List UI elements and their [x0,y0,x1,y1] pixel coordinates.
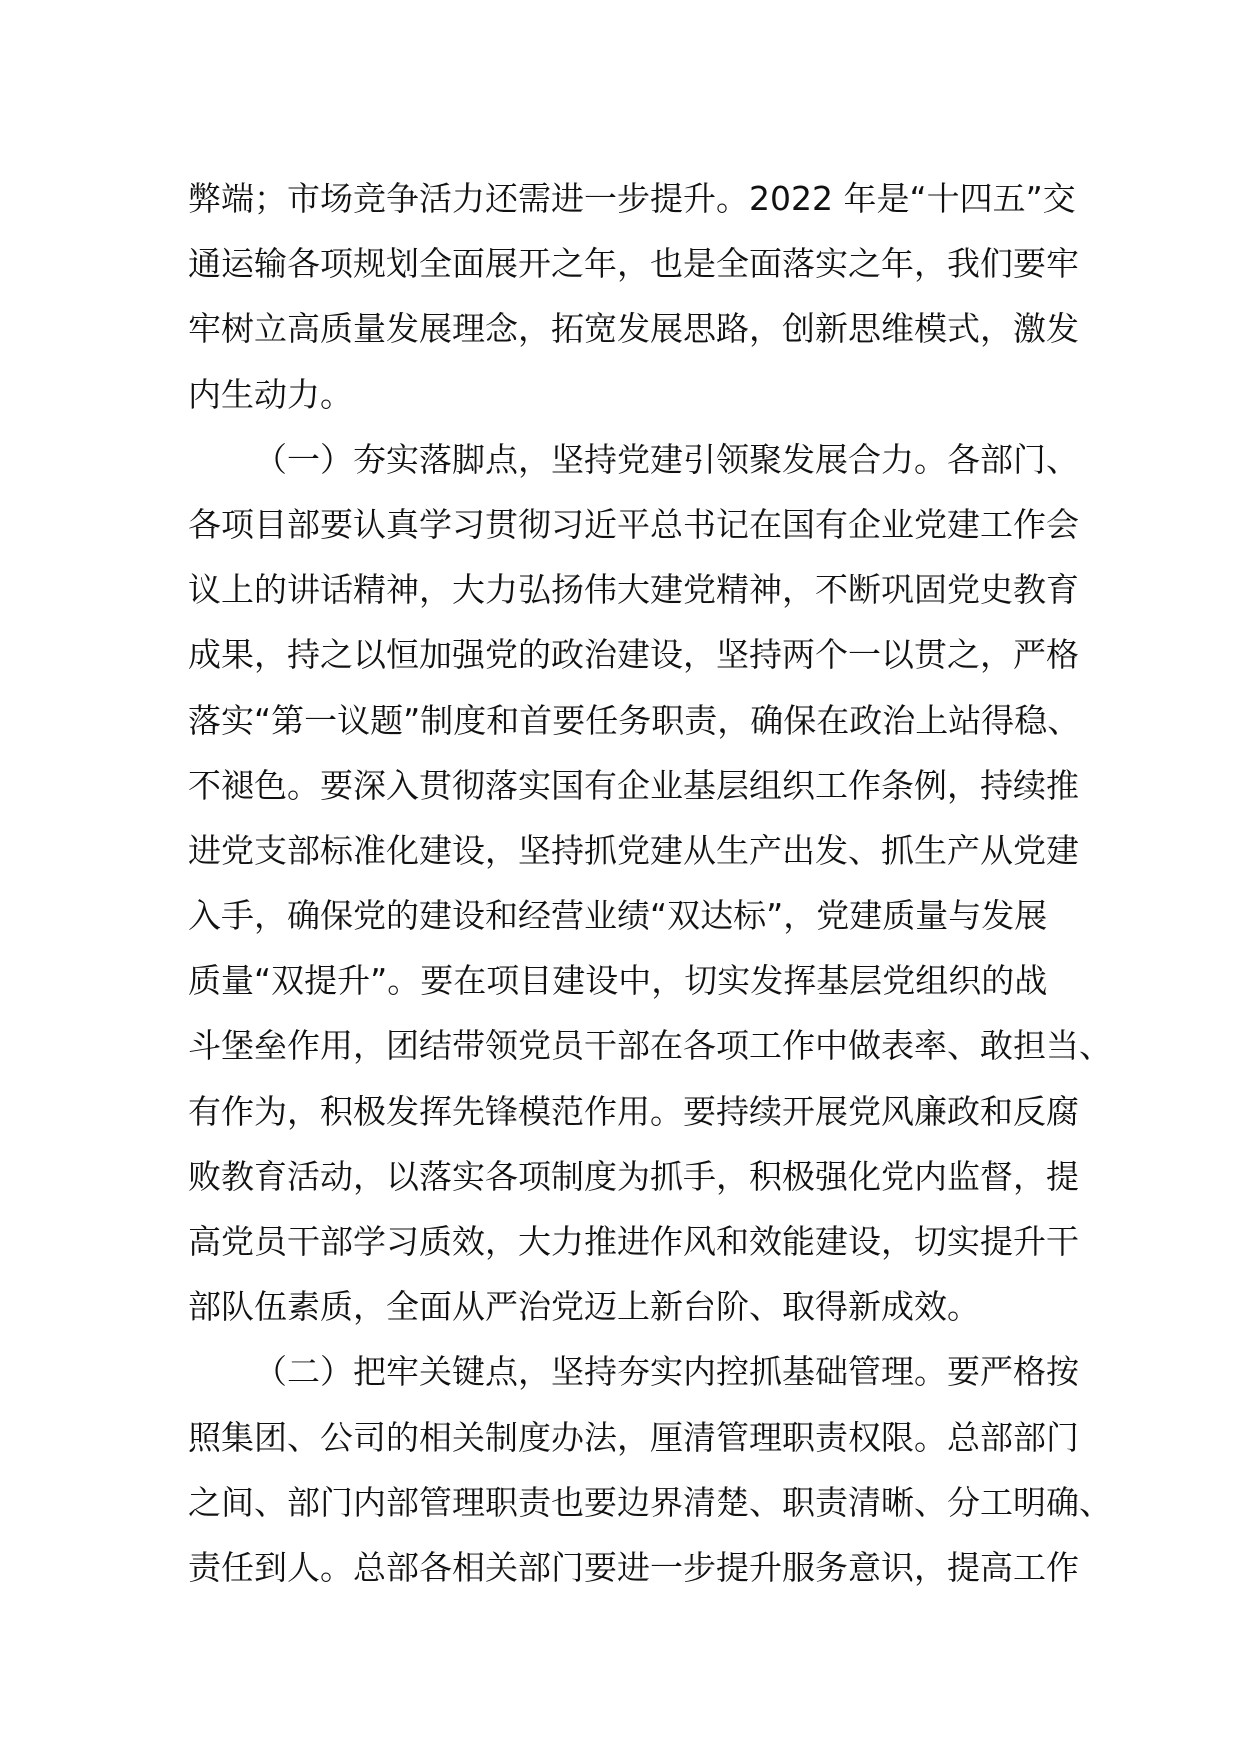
section-heading-1: （一）夯实落脚点，坚持党建引领聚发展合力。各部门、 [254,439,1079,479]
text-line-6: 各项目部要认真学习贯彻习近平总书记在国有企业党建工作会 [188,504,1079,544]
text-line-7: 议上的讲话精神，大力弘扬伟大建党精神，不断巩固党史教育 [188,570,1079,610]
text-line-9: 落实“第一议题”制度和首要任务职责，确保在政治上站得稳、 [188,700,1081,740]
text-line-8: 成果，持之以恒加强党的政治建设，坚持两个一以贯之，严格 [188,635,1079,675]
text-line-1: 弊端；市场竞争活力还需进一步提升。2022 年是“十四五”交 [188,179,1076,218]
text-line-10: 不褪色。要深入贯彻落实国有企业基层组织工作条例，持续推 [188,765,1079,805]
text-line-14: 斗堡垒作用，团结带领党员干部在各项工作中做表率、敢担当、 [188,1026,1112,1066]
text-line-20: 照集团、公司的相关制度办法，厘清管理职责权限。总部部门 [188,1417,1079,1457]
text-line-12: 入手，确保党的建设和经营业绩“双达标”，党建质量与发展 [188,896,1048,936]
text-line-13: 质量“双提升”。要在项目建设中，切实发挥基层党组织的战 [188,961,1048,1001]
text-line-21: 之间、部门内部管理职责也要边界清楚、职责清晰、分工明确、 [188,1482,1112,1522]
text-line-17: 高党员干部学习质效，大力推进作风和效能建设，切实提升干 [188,1222,1079,1261]
body-text [188,166,1112,1600]
text-line-3: 牢树立高质量发展理念，拓宽发展思路，创新思维模式，激发 [188,309,1079,349]
section-heading-2: （二）把牢关键点，坚持夯实内控抓基础管理。要严格按 [254,1352,1079,1392]
text-line-16: 败教育活动，以落实各项制度为抓手，积极强化党内监督，提 [188,1156,1079,1196]
text-line-2: 通运输各项规划全面展开之年，也是全面落实之年，我们要牢 [188,244,1079,284]
text-line-4: 内生动力。 [188,374,353,414]
text-line-22: 责任到人。总部各相关部门要进一步提升服务意识，提高工作 [188,1547,1079,1587]
text-line-11: 进党支部标准化建设，坚持抓党建从生产出发、抓生产从党建 [188,830,1079,870]
text-line-15: 有作为，积极发挥先锋模范作用。要持续开展党风廉政和反腐 [188,1091,1079,1131]
text-line-18: 部队伍素质，全面从严治党迈上新台阶、取得新成效。 [188,1287,980,1327]
